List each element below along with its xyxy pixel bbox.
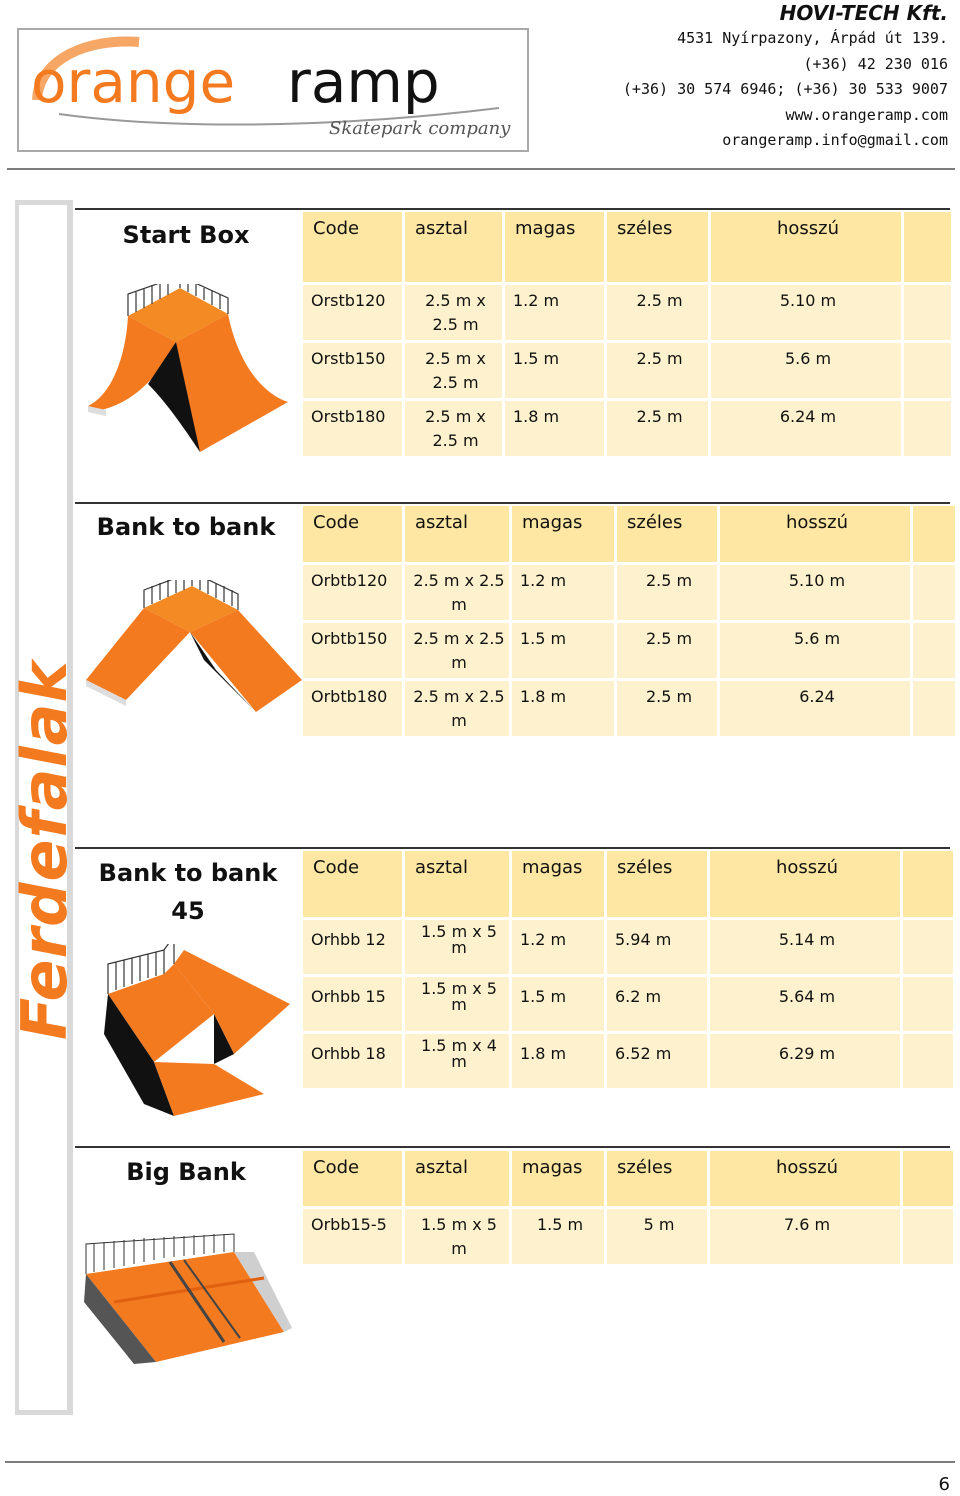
cell-asztal: 1.5 m x 4 m <box>405 1034 509 1088</box>
cell-magas: 1.2 m <box>512 565 614 620</box>
cell-empty <box>904 285 951 340</box>
table-row <box>303 343 951 398</box>
section-title-start-box: Start Box <box>122 221 250 249</box>
cell-magas: 1.8 m <box>512 681 614 736</box>
cell-empty <box>903 977 953 1031</box>
page-number: 6 <box>938 1474 950 1495</box>
table-row <box>303 1209 953 1264</box>
table-row <box>303 623 955 678</box>
col-header-hosszu: hosszú <box>710 1151 900 1206</box>
table-row <box>303 401 951 456</box>
col-header-empty <box>903 851 953 917</box>
cell-code: Orbtb180 <box>303 681 402 736</box>
col-header-empty <box>913 506 955 562</box>
bank-to-bank-45-table <box>300 848 956 1091</box>
cell-szeles: 5.94 m <box>607 920 707 974</box>
start-box-table <box>300 209 954 459</box>
cell-empty <box>904 401 951 456</box>
table-row <box>303 920 953 974</box>
cell-asztal: 2.5 m x 2.5 m <box>405 681 509 736</box>
col-header-asztal: asztal <box>405 851 509 917</box>
table-row <box>303 977 953 1031</box>
cell-hosszu: 7.6 m <box>710 1209 900 1264</box>
cell-szeles: 2.5 m <box>607 401 708 456</box>
cell-code: Orhbb 12 <box>303 920 402 974</box>
cell-asztal: 2.5 m x 2.5 m <box>405 565 509 620</box>
col-header-asztal: asztal <box>405 1151 509 1206</box>
cell-szeles: 6.52 m <box>607 1034 707 1088</box>
cell-magas: 1.5 m <box>512 977 604 1031</box>
company-website[interactable]: www.orangeramp.com <box>785 105 948 124</box>
cell-asztal: 2.5 m x 2.5 m <box>405 401 502 456</box>
cell-code: Orstb150 <box>303 343 402 398</box>
col-header-magas: magas <box>512 1151 604 1206</box>
table-header-row <box>303 1151 953 1206</box>
cell-magas: 1.5 m <box>512 623 614 678</box>
cell-code: Orhbb 18 <box>303 1034 402 1088</box>
logo-ramp-text: ramp <box>287 48 440 116</box>
table-header-row <box>303 506 955 562</box>
cell-empty <box>913 623 955 678</box>
col-header-empty <box>904 212 951 282</box>
col-header-hosszu: hosszú <box>711 212 901 282</box>
table-header-row <box>303 851 953 917</box>
cell-code: Orstb120 <box>303 285 402 340</box>
cell-magas: 1.8 m <box>505 401 604 456</box>
cell-empty <box>913 681 955 736</box>
cell-code: Orbtb120 <box>303 565 402 620</box>
cell-magas: 1.2 m <box>512 920 604 974</box>
col-header-szeles: széles <box>607 851 707 917</box>
section-title-bank-to-bank: Bank to bank <box>96 513 276 541</box>
cell-asztal: 2.5 m x 2.5 m <box>405 343 502 398</box>
col-header-szeles: széles <box>607 212 708 282</box>
cell-szeles: 2.5 m <box>607 285 708 340</box>
cell-empty <box>913 565 955 620</box>
cell-szeles: 2.5 m <box>617 623 717 678</box>
bank-to-bank-image <box>86 580 302 720</box>
col-header-code: Code <box>303 851 402 917</box>
table-row <box>303 681 955 736</box>
cell-szeles: 6.2 m <box>607 977 707 1031</box>
cell-empty <box>903 920 953 974</box>
section-title-big-bank: Big Bank <box>126 1158 246 1186</box>
cell-hosszu: 5.10 m <box>711 285 901 340</box>
logo-tagline: Skatepark company <box>329 118 511 139</box>
company-phone-2: (+36) 30 574 6946; (+36) 30 533 9007 <box>622 80 948 98</box>
footer-divider <box>5 1461 955 1463</box>
col-header-code: Code <box>303 506 402 562</box>
cell-hosszu: 5.6 m <box>720 623 910 678</box>
logo <box>17 28 529 152</box>
cell-asztal: 1.5 m x 5 m <box>405 977 509 1031</box>
table-header-row <box>303 212 951 282</box>
cell-empty <box>903 1034 953 1088</box>
col-header-hosszu: hosszú <box>720 506 910 562</box>
col-header-magas: magas <box>512 851 604 917</box>
cell-code: Orbtb150 <box>303 623 402 678</box>
col-header-magas: magas <box>505 212 604 282</box>
table-row <box>303 1034 953 1088</box>
big-bank-image <box>84 1232 294 1364</box>
cell-szeles: 2.5 m <box>617 565 717 620</box>
col-header-hosszu: hosszú <box>710 851 900 917</box>
col-header-asztal: asztal <box>405 212 502 282</box>
col-header-code: Code <box>303 1151 402 1206</box>
col-header-asztal: asztal <box>405 506 509 562</box>
col-header-szeles: széles <box>617 506 717 562</box>
cell-hosszu: 6.29 m <box>710 1034 900 1088</box>
cell-asztal: 2.5 m x 2.5 m <box>405 285 502 340</box>
logo-orange-text: orange <box>31 48 236 116</box>
cell-hosszu: 5.6 m <box>711 343 901 398</box>
cell-szeles: 2.5 m <box>607 343 708 398</box>
section-title-bank-to-bank-45: Bank to bank 45 <box>98 859 278 925</box>
cell-empty <box>903 1209 953 1264</box>
cell-hosszu: 6.24 m <box>711 401 901 456</box>
cell-asztal: 2.5 m x 2.5 m <box>405 623 509 678</box>
cell-asztal: 1.5 m x 5 m <box>405 1209 509 1264</box>
cell-code: Orbb15-5 <box>303 1209 402 1264</box>
cell-szeles: 2.5 m <box>617 681 717 736</box>
start-box-image <box>88 284 288 460</box>
cell-magas: 1.5 m <box>505 343 604 398</box>
cell-asztal: 1.5 m x 5 m <box>405 920 509 974</box>
table-row <box>303 565 955 620</box>
col-header-szeles: széles <box>607 1151 707 1206</box>
company-email[interactable]: orangeramp.info@gmail.com <box>722 131 948 149</box>
cell-hosszu: 5.10 m <box>720 565 910 620</box>
cell-empty <box>904 343 951 398</box>
bank-to-bank-45-image <box>104 944 294 1120</box>
col-header-magas: magas <box>512 506 614 562</box>
side-category-label: Ferdefalak <box>8 660 81 1040</box>
company-info <box>623 0 948 154</box>
cell-hosszu: 5.14 m <box>710 920 900 974</box>
col-header-empty <box>903 1151 953 1206</box>
bank-to-bank-table <box>300 503 958 739</box>
cell-hosszu: 5.64 m <box>710 977 900 1031</box>
cell-code: Orhbb 15 <box>303 977 402 1031</box>
company-phone-1: (+36) 42 230 016 <box>803 54 948 73</box>
header-divider <box>7 168 955 170</box>
cell-magas: 1.2 m <box>505 285 604 340</box>
cell-szeles: 5 m <box>607 1209 707 1264</box>
company-address: 4531 Nyírpazony, Árpád út 139. <box>677 29 948 47</box>
cell-magas: 1.8 m <box>512 1034 604 1088</box>
cell-hosszu: 6.24 <box>720 681 910 736</box>
cell-magas: 1.5 m <box>512 1209 604 1264</box>
table-row <box>303 285 951 340</box>
big-bank-table <box>300 1148 956 1267</box>
cell-code: Orstb180 <box>303 401 402 456</box>
col-header-code: Code <box>303 212 402 282</box>
company-name: HOVI-TECH Kft. <box>779 1 948 25</box>
